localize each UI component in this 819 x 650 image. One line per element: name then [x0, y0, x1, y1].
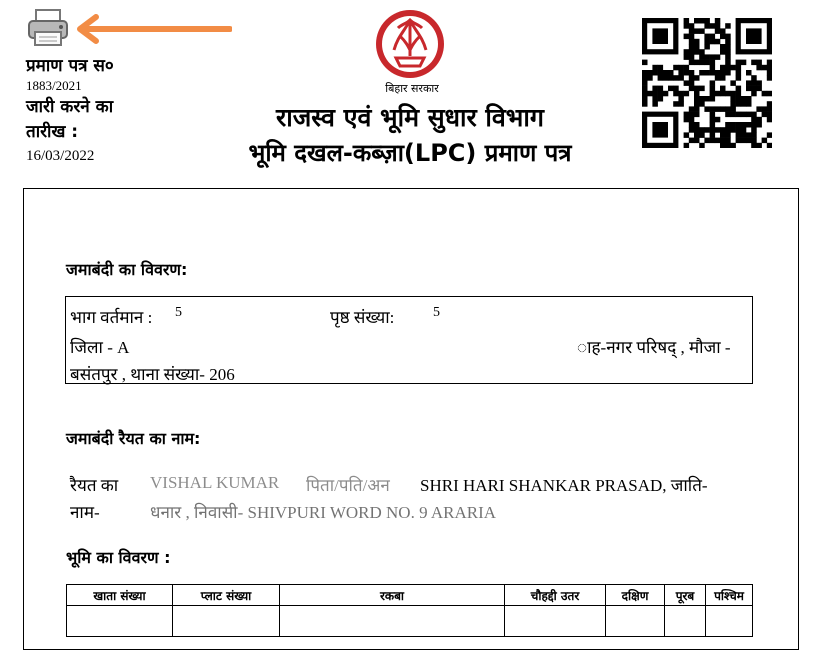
table-row — [67, 606, 753, 637]
bhag-value: 5 — [175, 305, 182, 320]
raiyat-heading: जमाबंदी रैयत का नाम: — [66, 429, 201, 448]
raiyat-line-start: रैयत का — [70, 476, 119, 495]
col-rakba: रकबा — [280, 585, 505, 606]
issue-date-label: जारी करने का — [26, 97, 114, 117]
certificate-title: भूमि दखल-कब्ज़ा(LPC) प्रमाण पत्र — [248, 139, 572, 167]
cert-no-label: प्रमाण पत्र स० — [26, 56, 114, 76]
col-plot: प्लाट संख्या — [173, 585, 280, 606]
col-north: चौहद्दी उतर — [505, 585, 606, 606]
issue-date-label-2: तारीख : — [26, 122, 79, 142]
bhag-label: भाग वर्तमान : — [70, 308, 153, 327]
issue-date-value: 16/03/2022 — [26, 148, 95, 164]
col-east: पूरब — [665, 585, 706, 606]
printer-icon[interactable] — [26, 8, 70, 48]
land-heading: भूमि का विवरण : — [66, 548, 171, 567]
department-title: राजस्व एवं भूमि सुधार विभाग — [276, 103, 544, 132]
prishtha-label: पृष्ठ संख्या: — [330, 308, 395, 327]
mauja-thana-line: बसंतपुर , थाना संख्या- 206 — [70, 365, 235, 384]
arrow-left-icon — [72, 14, 232, 44]
cert-no-value: 1883/2021 — [26, 78, 82, 93]
raiyat-address: धनार , निवासी- SHIVPURI WORD NO. 9 ARARIA — [150, 503, 497, 522]
emblem-caption: बिहार सरकार — [385, 82, 439, 95]
district-line-start: जिला - A — [70, 338, 130, 357]
district-line-end: ाह-नगर परिषद् , मौजा - — [577, 338, 731, 357]
col-west: पश्चिम — [706, 585, 753, 606]
raiyat-line2-start: नाम- — [70, 503, 100, 522]
raiyat-relation: पिता/पति/अन — [306, 476, 390, 495]
raiyat-name: VISHAL KUMAR — [150, 473, 280, 492]
land-details-table — [66, 584, 753, 637]
col-khata: खाता संख्या — [67, 585, 173, 606]
qr-code — [642, 18, 772, 148]
col-south: दक्षिण — [606, 585, 665, 606]
jamabandi-heading: जमाबंदी का विवरण: — [66, 260, 188, 279]
raiyat-father: SHRI HARI SHANKAR PRASAD, जाति- — [420, 476, 708, 495]
prishtha-value: 5 — [433, 305, 440, 320]
